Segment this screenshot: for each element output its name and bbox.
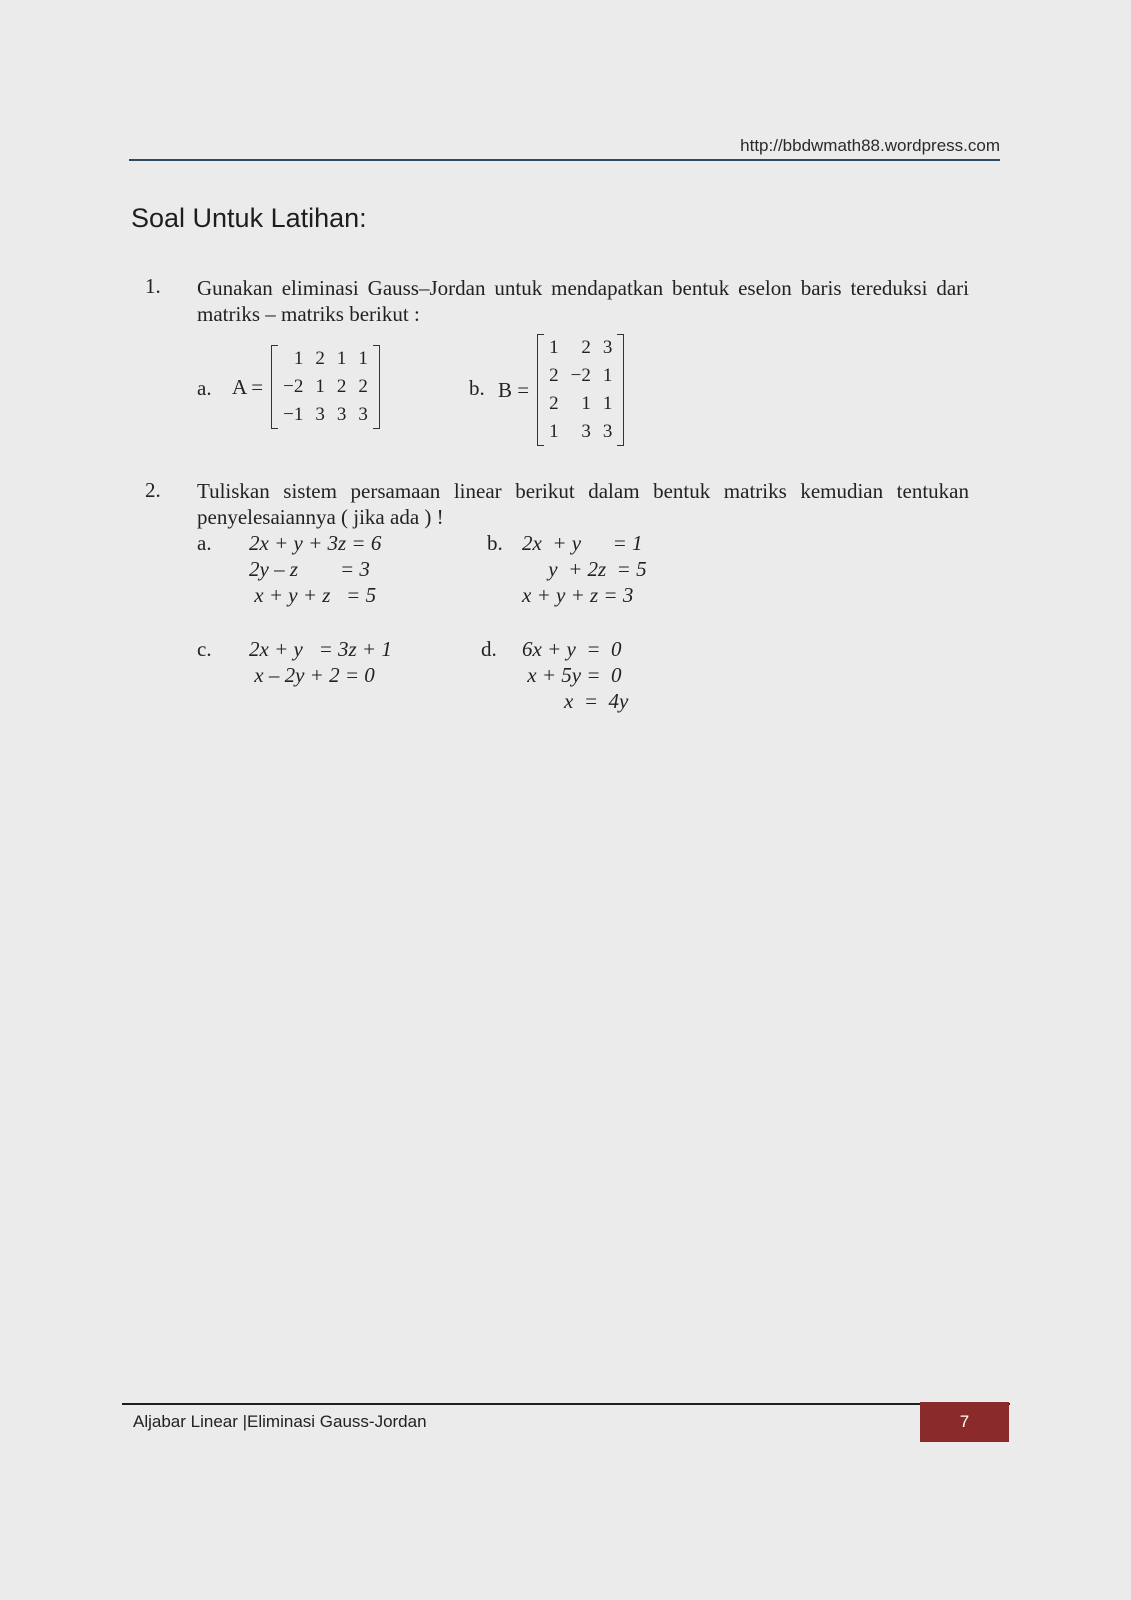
question-2-number: 2. — [145, 478, 161, 502]
system-d-eq: x + 5y = 0 — [522, 663, 622, 687]
system-b — [522, 530, 647, 608]
system-b-eq: 2x + y = 1 — [522, 531, 643, 555]
page-number: 7 — [959, 1412, 970, 1431]
q2-c-label: c. — [197, 637, 212, 661]
matrix-b-cell: −2 — [570, 365, 591, 386]
matrix-a-cell: 3 — [336, 404, 347, 425]
q2-b-label: b. — [487, 531, 503, 555]
header-rule — [129, 159, 1000, 161]
system-c-eq: x – 2y + 2 = 0 — [249, 663, 375, 687]
matrix-b-row — [543, 390, 618, 418]
page-number-box — [920, 1402, 1009, 1442]
system-d-eq: x = 4y — [522, 689, 629, 713]
matrix-a — [277, 345, 374, 429]
matrix-b-cell: 1 — [602, 365, 613, 386]
q2-a-label: a. — [197, 531, 212, 555]
matrix-b-cell: 3 — [602, 421, 613, 442]
matrix-b-cell: 3 — [602, 337, 613, 358]
matrix-b-cell: 1 — [581, 393, 591, 414]
system-a-eq: 2x + y + 3z = 6 — [249, 531, 382, 555]
matrix-a-row — [277, 401, 374, 429]
question-1-text: Gunakan eliminasi Gauss–Jordan untuk mendapatkan bentuk eselon baris tereduksi dari matriks – matriks berikut : — [197, 276, 969, 326]
system-b-eq: x + y + z = 3 — [522, 583, 634, 607]
system-d-eq: 6x + y = 0 — [522, 637, 622, 661]
matrix-a-cell: −2 — [283, 376, 304, 397]
matrix-b-cell: 1 — [549, 337, 559, 358]
matrix-b-cell: 1 — [549, 421, 559, 442]
footer-text: Aljabar Linear |Eliminasi Gauss-Jordan — [133, 1412, 427, 1431]
system-b-eq: y + 2z = 5 — [522, 557, 647, 581]
matrix-a-name: A = — [232, 374, 264, 399]
matrix-b-row — [543, 362, 618, 390]
matrix-a-block — [232, 345, 380, 429]
matrix-a-cell: −1 — [283, 404, 304, 425]
matrix-b-brackets — [537, 334, 624, 446]
matrix-a-cell: 1 — [315, 376, 325, 397]
matrix-b-name: B = — [498, 377, 530, 402]
system-a-eq: x + y + z = 5 — [249, 583, 377, 607]
matrix-a-cell: 3 — [315, 404, 325, 425]
matrix-a-cell: 1 — [358, 348, 368, 369]
question-2-text: Tuliskan sistem persamaan linear berikut dalam bentuk matriks kemudian tentukan penyelesaiannya ( jika ada ) ! — [197, 479, 969, 529]
matrix-a-cell: 2 — [315, 348, 325, 369]
system-c — [249, 636, 392, 688]
matrix-b-cell: 2 — [549, 393, 559, 414]
matrix-b-cell: 1 — [602, 393, 613, 414]
matrix-b-cell: 2 — [549, 365, 559, 386]
matrix-a-cell: 1 — [293, 348, 304, 369]
system-d — [522, 636, 628, 714]
matrix-b-block — [498, 334, 624, 446]
q2-d-label: d. — [481, 637, 497, 661]
matrix-a-cell: 1 — [336, 348, 347, 369]
matrix-a-cell: 2 — [336, 376, 347, 397]
matrix-b — [543, 334, 618, 446]
matrix-b-row — [543, 334, 618, 362]
system-c-eq: 2x + y = 3z + 1 — [249, 637, 392, 661]
matrix-b-row — [543, 418, 618, 446]
matrix-a-row — [277, 345, 374, 373]
system-a-eq: 2y – z = 3 — [249, 557, 370, 581]
matrix-a-row — [277, 373, 374, 401]
question-1-number: 1. — [145, 274, 161, 298]
q1-a-label: a. — [197, 376, 212, 400]
q1-b-label: b. — [469, 376, 485, 400]
matrix-b-cell: 2 — [581, 337, 591, 358]
matrix-b-cell: 3 — [581, 421, 591, 442]
matrix-a-cell: 2 — [358, 376, 368, 397]
header-url: http://bbdwmath88.wordpress.com — [740, 136, 1000, 155]
footer-rule — [122, 1403, 1010, 1405]
section-title: Soal Untuk Latihan: — [131, 203, 367, 233]
system-a — [249, 530, 381, 608]
matrix-a-cell: 3 — [358, 404, 368, 425]
matrix-a-brackets — [271, 345, 380, 429]
